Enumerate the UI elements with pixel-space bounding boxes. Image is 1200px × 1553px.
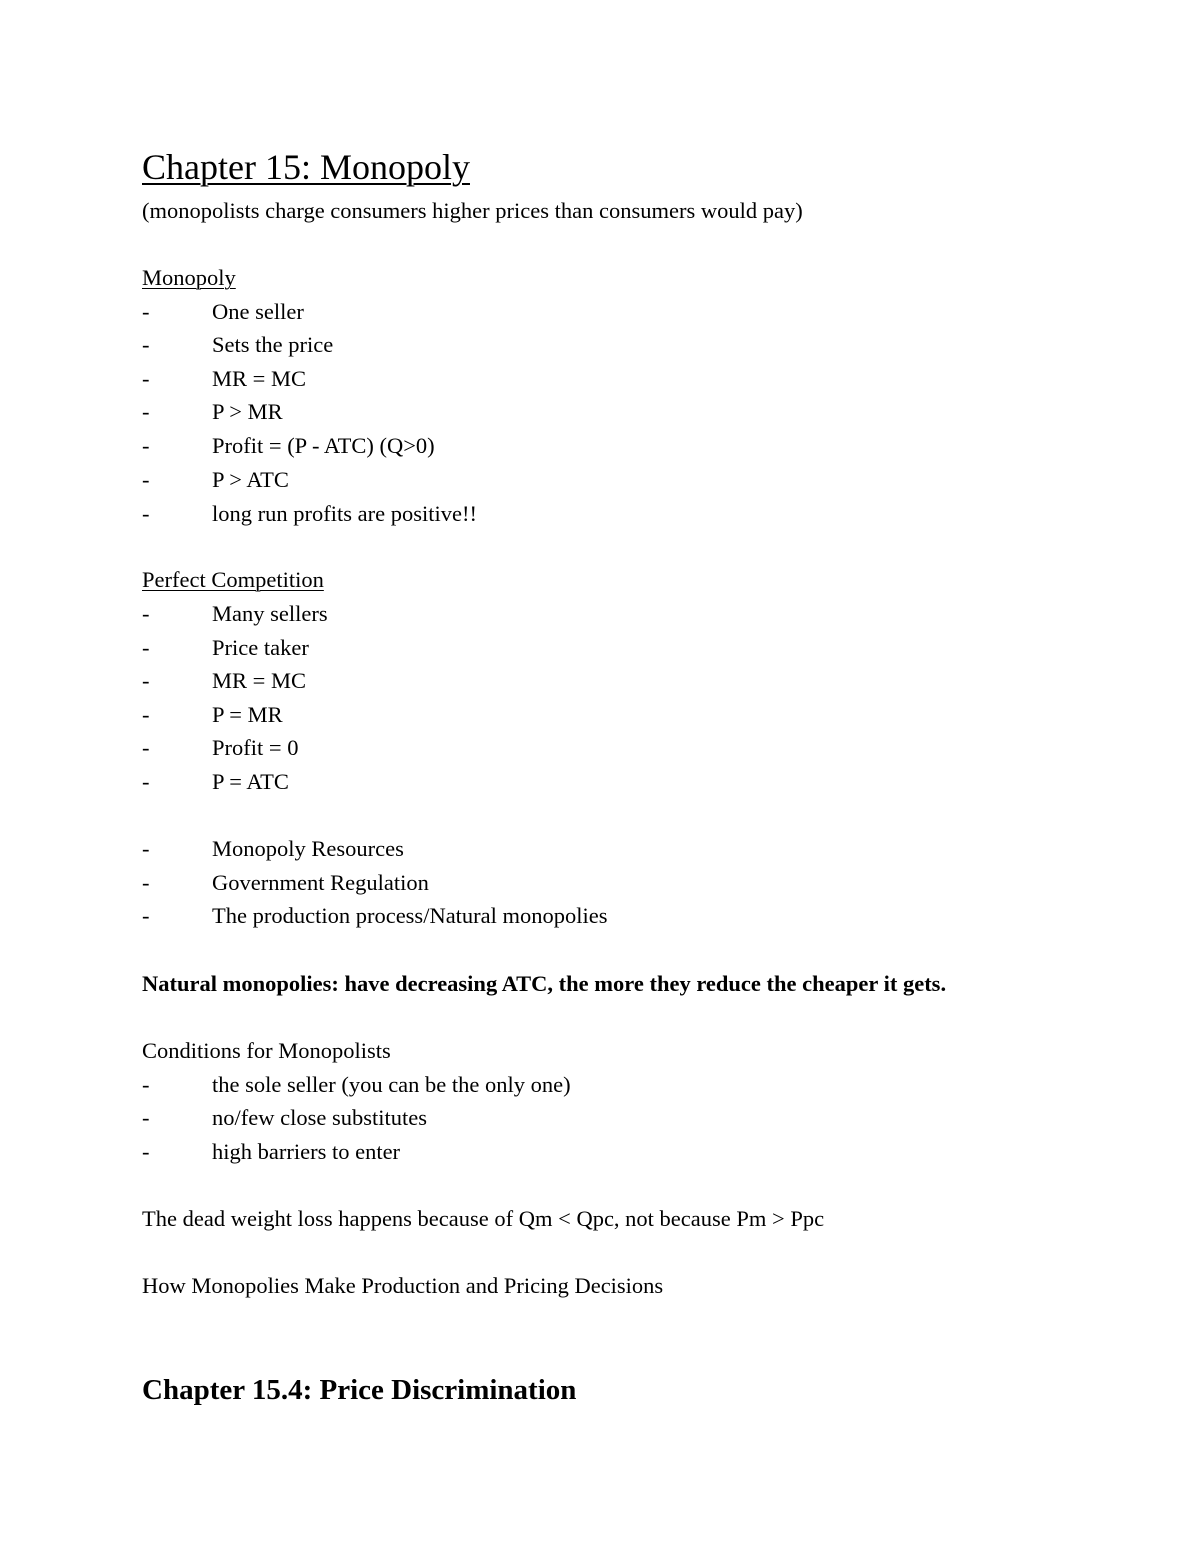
bullet-dash: -: [142, 870, 150, 895]
bullet-dash: -: [142, 332, 150, 357]
bullet-dash: -: [142, 399, 150, 424]
chapter-subtitle: (monopolists charge consumers higher prices than consumers would pay): [142, 198, 803, 223]
monopoly-heading: Monopoly: [142, 265, 236, 290]
chapter-title: Chapter 15: Monopoly: [142, 147, 470, 187]
decisions-heading: How Monopolies Make Production and Pricing Decisions: [142, 1273, 664, 1298]
list-item-text: no/few close substitutes: [212, 1105, 427, 1130]
bullet-dash: -: [142, 1072, 150, 1097]
perfect-competition-heading: Perfect Competition: [142, 567, 324, 592]
bullet-dash: -: [142, 601, 150, 626]
list-item-text: Government Regulation: [212, 870, 429, 895]
bullet-dash: -: [142, 903, 150, 928]
list-item-text: The production process/Natural monopolies: [212, 903, 608, 928]
bullet-dash: -: [142, 299, 150, 324]
bullet-dash: -: [142, 635, 150, 660]
conditions-heading: Conditions for Monopolists: [142, 1038, 391, 1063]
list-item-text: MR = MC: [212, 366, 306, 391]
bullet-dash: -: [142, 1139, 150, 1164]
list-item-text: MR = MC: [212, 668, 306, 693]
list-item-text: the sole seller (you can be the only one): [212, 1072, 571, 1097]
bullet-dash: -: [142, 702, 150, 727]
list-item-text: One seller: [212, 299, 304, 324]
deadweight-note: The dead weight loss happens because of Qm < Qpc, not because Pm > Ppc: [142, 1206, 825, 1231]
list-item-text: Profit = (P - ATC) (Q>0): [212, 433, 435, 458]
list-item-text: P > MR: [212, 399, 283, 424]
list-item-text: P = MR: [212, 702, 283, 727]
bullet-dash: -: [142, 769, 150, 794]
bullet-dash: -: [142, 433, 150, 458]
list-item-text: Sets the price: [212, 332, 334, 357]
chapter-15-4-title: Chapter 15.4: Price Discrimination: [142, 1374, 577, 1406]
bullet-dash: -: [142, 467, 150, 492]
bullet-dash: -: [142, 501, 150, 526]
list-item-text: Monopoly Resources: [212, 836, 404, 861]
list-item-text: long run profits are positive!!: [212, 501, 477, 526]
natural-monopolies-note: Natural monopolies: have decreasing ATC, the more they reduce the cheaper it gets.: [142, 971, 947, 996]
list-item-text: high barriers to enter: [212, 1139, 401, 1164]
bullet-dash: -: [142, 668, 150, 693]
list-item-text: Price taker: [212, 635, 309, 660]
list-item-text: P = ATC: [212, 769, 289, 794]
list-item-text: P > ATC: [212, 467, 289, 492]
bullet-dash: -: [142, 366, 150, 391]
list-item-text: Many sellers: [212, 601, 328, 626]
bullet-dash: -: [142, 1105, 150, 1130]
bullet-dash: -: [142, 735, 150, 760]
list-item-text: Profit = 0: [212, 735, 299, 760]
bullet-dash: -: [142, 836, 150, 861]
